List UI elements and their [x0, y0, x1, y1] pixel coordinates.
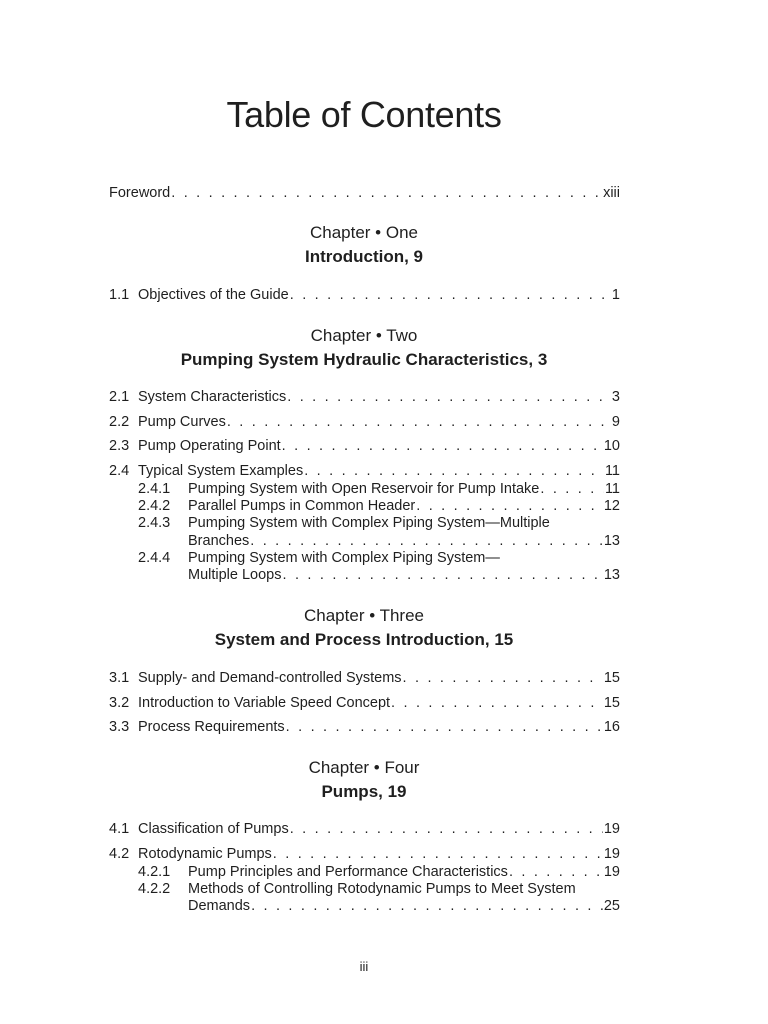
toc-entry-page: 19	[603, 846, 620, 862]
toc-entry-4-2-2-continued[interactable]	[188, 897, 620, 915]
toc-entry-page: 11	[604, 481, 620, 497]
dot-leader	[250, 532, 603, 550]
toc-entry-page: xiii	[603, 185, 620, 201]
toc-entry-4-1[interactable]	[109, 820, 620, 838]
toc-entry-label-continued: Multiple Loops	[188, 567, 282, 583]
dot-leader	[283, 566, 603, 584]
toc-entry-label: Typical System Examples	[138, 463, 304, 479]
toc-entry-label: Pumping System with Complex Piping System—	[188, 550, 500, 566]
toc-entry-2-4-3[interactable]	[138, 514, 620, 532]
toc-entry-number: 2.1	[109, 389, 130, 405]
toc-entry-number: 2.4.1	[138, 481, 171, 497]
toc-entry-2-4-4[interactable]	[138, 549, 620, 567]
toc-entry-number: 4.2	[109, 846, 130, 862]
dot-leader	[304, 462, 604, 480]
toc-entry-page: 15	[603, 670, 620, 686]
chapter-title-one: Introduction, 9	[304, 247, 424, 266]
toc-entry-number: 4.2.1	[138, 864, 171, 880]
toc-entry-page: 3	[611, 389, 620, 405]
toc-entry-3-3[interactable]	[109, 718, 620, 736]
toc-entry-label: Methods of Controlling Rotodynamic Pumps to Meet System	[188, 881, 576, 897]
toc-entry-label: Parallel Pumps in Common Header	[188, 498, 416, 514]
toc-entry-foreword[interactable]	[109, 184, 620, 202]
chapter-label-four: Chapter • Four	[308, 758, 420, 777]
toc-entry-number: 1.1	[109, 287, 130, 303]
toc-entry-3-1[interactable]	[109, 669, 620, 687]
toc-entry-page: 12	[603, 498, 620, 514]
chapter-title-four: Pumps, 19	[321, 782, 407, 801]
toc-entry-label: Pump Operating Point	[138, 438, 281, 454]
dot-leader	[290, 286, 611, 304]
toc-entry-page: 19	[603, 821, 620, 837]
toc-entry-label: Classification of Pumps	[138, 821, 289, 837]
dot-leader	[509, 863, 603, 881]
toc-entry-page: 13	[603, 567, 620, 583]
toc-entry-number: 2.4.3	[138, 515, 171, 531]
toc-entry-4-2-2[interactable]	[138, 880, 620, 898]
toc-entry-2-4-3-continued[interactable]	[188, 532, 620, 550]
toc-entry-4-2[interactable]	[109, 845, 620, 863]
toc-entry-page: 19	[603, 864, 620, 880]
toc-entry-label: Rotodynamic Pumps	[138, 846, 272, 862]
dot-leader	[391, 694, 603, 712]
dot-leader	[282, 437, 603, 455]
toc-entry-1-1[interactable]	[109, 286, 620, 304]
toc-entry-3-2[interactable]	[109, 694, 620, 712]
toc-entry-label: Pumping System with Complex Piping System—Multiple	[188, 515, 550, 531]
toc-entry-label: Process Requirements	[138, 719, 285, 735]
chapter-label-two: Chapter • Two	[310, 326, 418, 345]
dot-leader	[273, 845, 603, 863]
dot-leader	[403, 669, 603, 687]
toc-entry-label-continued: Demands	[188, 898, 251, 914]
page-number: iii	[359, 959, 369, 974]
toc-entry-number: 2.4.2	[138, 498, 171, 514]
toc-entry-page: 13	[603, 533, 620, 549]
chapter-title-three: System and Process Introduction, 15	[214, 630, 514, 649]
dot-leader	[171, 184, 602, 202]
chapter-title-two: Pumping System Hydraulic Characteristics, 3	[180, 350, 548, 369]
dot-leader	[287, 388, 611, 406]
toc-entry-label-continued: Branches	[188, 533, 250, 549]
chapter-label-three: Chapter • Three	[304, 606, 424, 625]
dot-leader	[227, 413, 611, 431]
toc-entry-label: Pump Curves	[138, 414, 226, 430]
toc-entry-number: 4.1	[109, 821, 130, 837]
toc-entry-2-4-2[interactable]	[138, 497, 620, 515]
toc-entry-page: 1	[611, 287, 620, 303]
toc-entry-number: 3.3	[109, 719, 130, 735]
toc-entry-label: Foreword	[109, 185, 171, 201]
toc-entry-2-4[interactable]	[109, 462, 620, 480]
dot-leader	[416, 497, 603, 515]
toc-entry-page: 15	[603, 695, 620, 711]
toc-entry-page: 25	[603, 898, 620, 914]
toc-entry-label: Objectives of the Guide	[138, 287, 289, 303]
toc-entry-label: Pumping System with Open Reservoir for Pump Intake	[188, 481, 540, 497]
toc-entry-page: 10	[603, 438, 620, 454]
toc-entry-label: Pump Principles and Performance Characteristics	[188, 864, 508, 880]
toc-entry-2-1[interactable]	[109, 388, 620, 406]
toc-entry-number: 2.3	[109, 438, 130, 454]
toc-entry-page: 16	[603, 719, 620, 735]
dot-leader	[286, 718, 603, 736]
toc-entry-label: Introduction to Variable Speed Concept	[138, 695, 391, 711]
toc-entry-2-4-1[interactable]	[138, 480, 620, 498]
toc-entry-label: System Characteristics	[138, 389, 287, 405]
toc-entry-number: 2.4	[109, 463, 130, 479]
toc-entry-number: 2.2	[109, 414, 130, 430]
dot-leader	[251, 897, 603, 915]
chapter-label-one: Chapter • One	[309, 223, 418, 242]
toc-entry-page: 11	[604, 463, 620, 479]
page-title: Table of Contents	[226, 94, 502, 135]
toc-entry-number: 2.4.4	[138, 550, 171, 566]
dot-leader	[290, 820, 603, 838]
toc-entry-2-4-4-continued[interactable]	[188, 566, 620, 584]
toc-entry-2-3[interactable]	[109, 437, 620, 455]
toc-entry-number: 3.1	[109, 670, 130, 686]
toc-entry-label: Supply- and Demand-controlled Systems	[138, 670, 402, 686]
toc-entry-4-2-1[interactable]	[138, 863, 620, 881]
toc-entry-number: 3.2	[109, 695, 130, 711]
toc-entry-page: 9	[611, 414, 620, 430]
toc-entry-2-2[interactable]	[109, 413, 620, 431]
toc-entry-number: 4.2.2	[138, 881, 171, 897]
dot-leader	[540, 480, 604, 498]
